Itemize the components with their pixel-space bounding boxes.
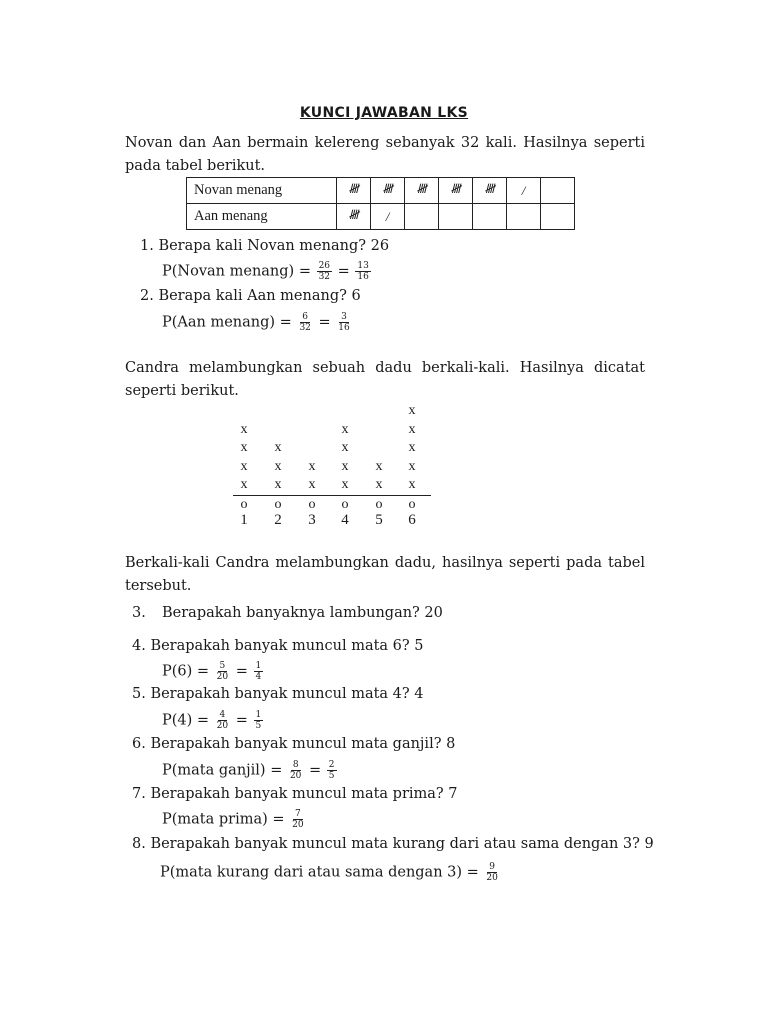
dot-mark: x bbox=[308, 458, 316, 474]
tally-cell: 𝍸 bbox=[371, 178, 405, 204]
fraction: $\frac{1}{5}$ bbox=[255, 710, 262, 731]
tally-cell: 𝍸 bbox=[405, 178, 439, 204]
dot-mark: x bbox=[341, 458, 349, 474]
dot-base: o bbox=[240, 497, 248, 512]
answer-2: P(Aan menang) = $\frac{6}{32}$ = $\frac{3}{16}$ bbox=[162, 312, 350, 333]
dot-mark: x bbox=[341, 421, 349, 437]
fraction: $\frac{7}{20}$ bbox=[292, 809, 304, 830]
tally-cell: 𝍸 bbox=[337, 178, 371, 204]
question-6: 6. Berapakah banyak muncul mata ganjil? 8 bbox=[132, 736, 456, 752]
intro-dice: Candra melambungkan sebuah dadu berkali-kali. Hasilnya dicatat seperti berikut. bbox=[125, 360, 645, 399]
question-2: 2. Berapa kali Aan menang? 6 bbox=[140, 288, 361, 304]
dot-mark: x bbox=[240, 477, 248, 492]
dot-mark: x bbox=[408, 403, 416, 418]
dot-mark: x bbox=[240, 421, 248, 437]
fraction: $\frac{5}{20}$ bbox=[216, 661, 229, 682]
question-3: Berapakah banyaknya lambungan? 20 bbox=[162, 605, 443, 621]
fraction: $\frac{8}{20}$ bbox=[289, 760, 302, 781]
dot-mark: x bbox=[408, 458, 416, 474]
answer-4: P(6) = $\frac{5}{20}$ = $\frac{1}{4}$ bbox=[162, 661, 262, 682]
dot-mark: x bbox=[240, 440, 248, 455]
dot-mark: x bbox=[408, 421, 416, 437]
dot-mark: x bbox=[375, 458, 383, 474]
dot-mark: x bbox=[341, 440, 349, 455]
dot-mark: x bbox=[308, 477, 316, 492]
dot-face-label: 5 bbox=[375, 512, 383, 528]
dot-mark: x bbox=[375, 477, 383, 492]
question-4: 4. Berapakah banyak muncul mata 6? 5 bbox=[132, 638, 424, 654]
dot-base: o bbox=[341, 497, 349, 512]
intro-summary: Berkali-kali Candra melambungkan dadu, hasilnya seperti pada tabel tersebut. bbox=[125, 555, 645, 594]
dot-mark: x bbox=[341, 477, 349, 492]
dot-base: o bbox=[274, 497, 282, 512]
dot-face-label: 6 bbox=[408, 512, 416, 528]
answer-7: P(mata prima) = $\frac{7}{20}$ bbox=[162, 809, 304, 830]
fraction: $\frac{13}{16}$ bbox=[357, 261, 369, 282]
dot-base: o bbox=[408, 497, 416, 512]
page-title: KUNCI JAWABAN LKS bbox=[299, 105, 469, 121]
answer-8: P(mata kurang dari atau sama dengan 3) = $\frac{9}{20}$ bbox=[160, 862, 498, 883]
dot-mark: x bbox=[274, 440, 282, 455]
question-7: 7. Berapakah banyak muncul mata prima? 7 bbox=[132, 786, 458, 802]
question-3-number: 3. bbox=[132, 605, 146, 621]
answer-1: P(Novan menang) = $\frac{26}{32}$ = $\frac{13}{16}$ bbox=[162, 261, 369, 282]
dot-mark: x bbox=[274, 477, 282, 492]
answer-5: P(4) = $\frac{4}{20}$ = $\frac{1}{5}$ bbox=[162, 710, 262, 731]
fraction: $\frac{1}{4}$ bbox=[255, 661, 262, 682]
fraction: $\frac{2}{5}$ bbox=[328, 760, 335, 781]
question-5: 5. Berapakah banyak muncul mata 4? 4 bbox=[132, 686, 424, 702]
dot-base: o bbox=[375, 497, 383, 512]
tally-cell: 𝍸 bbox=[473, 178, 507, 204]
tally-cell: 𝍸 bbox=[337, 204, 371, 230]
fraction: $\frac{6}{32}$ bbox=[299, 312, 311, 333]
tally-cell: / bbox=[507, 178, 541, 204]
dot-face-label: 2 bbox=[274, 512, 282, 528]
fraction: $\frac{9}{20}$ bbox=[486, 862, 498, 883]
dot-face-label: 4 bbox=[341, 512, 349, 528]
question-8: 8. Berapakah banyak muncul mata kurang dari atau sama dengan 3? 9 bbox=[132, 836, 654, 852]
question-1: 1. Berapa kali Novan menang? 26 bbox=[140, 238, 390, 254]
fraction: $\frac{26}{32}$ bbox=[318, 261, 331, 282]
fraction: $\frac{4}{20}$ bbox=[216, 710, 229, 731]
dot-mark: x bbox=[408, 477, 416, 492]
dot-base: o bbox=[308, 497, 316, 512]
answer-6: P(mata ganjil) = $\frac{8}{20}$ = $\frac{2}{5}$ bbox=[162, 760, 335, 781]
dot-mark: x bbox=[274, 458, 282, 474]
tally-cell: 𝍸 bbox=[439, 178, 473, 204]
intro-marbles: Novan dan Aan bermain kelereng sebanyak 32 kali. Hasilnya seperti pada tabel berikut. bbox=[125, 135, 645, 174]
dot-mark: x bbox=[408, 440, 416, 455]
dot-plot-axis bbox=[233, 495, 431, 496]
dot-mark: x bbox=[240, 458, 248, 474]
dot-face-label: 1 bbox=[240, 512, 248, 528]
dot-face-label: 3 bbox=[308, 512, 316, 528]
row-label: Novan menang bbox=[187, 178, 337, 204]
row-label: Aan menang bbox=[187, 204, 337, 230]
tally-cell: / bbox=[371, 204, 405, 230]
fraction: $\frac{3}{16}$ bbox=[338, 312, 350, 333]
